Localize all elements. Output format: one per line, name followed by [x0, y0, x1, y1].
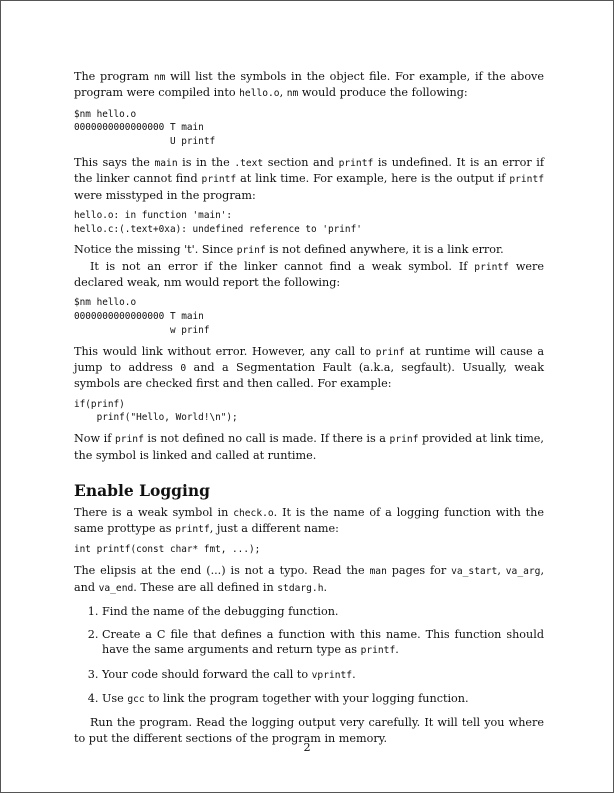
paragraph-logging-symbol: There is a weak symbol in check.o. It is the name of a logging function with the same prottype as printf, just a different name:	[74, 505, 544, 536]
code-block-prototype: int printf(const char* fmt, ...);	[74, 544, 261, 556]
list-item: 1. Find the name of the debugging function.	[102, 604, 544, 619]
code-block-nm-output: $nm hello.o 0000000000000000 T main U printf	[74, 108, 216, 148]
paragraph-segfault: This would link without error. However, any call to prinf at runtime will cause a jump to address 0 and a Segmentation Fault (a.k.a, segfault). Usually, weak symbols are checked first and then called. For example:	[74, 344, 544, 391]
intro-paragraph: The program nm will list the symbols in the object file. For example, if the above program were compiled into hello.o, nm would produce the following:	[74, 70, 545, 100]
paragraph-run-program: Run the program. Read the logging output very carefully. It will tell you where to put the different sections of the program in memory.	[74, 716, 544, 745]
paragraph-missing-t: Notice the missing 't'. Since prinf is not defined anywhere, it is a link error.	[74, 243, 504, 257]
code-block-linker-error: hello.o: in function 'main': hello.c:(.text+0xa): undefined reference to 'prinf'	[74, 209, 362, 235]
list-item: 2. Create a C file that defines a function with this name. This function should have the same arguments and return type as printf.	[102, 627, 544, 659]
page-content	[74, 69, 544, 746]
paragraph-undefined-printf: This says the main is in the .text section and printf is undefined. It is an error if the linker cannot find printf at link time. For example, here is the output if printf were misstyped in the program:	[74, 155, 545, 202]
list-item: 4. Use gcc to link the program together with your logging function.	[102, 691, 544, 707]
paragraph-ellipsis: The elipsis at the end (...) is not a typo. Read the man pages for va_start, va_arg, and va_end. These are all defined in stdarg.h.	[74, 564, 544, 594]
list-item: 3. Your code should forward the call to vprintf.	[102, 667, 544, 683]
page-number: 2	[303, 741, 311, 754]
paragraph-runtime-call: Now if prinf is not defined no call is made. If there is a prinf provided at link time, the symbol is linked and called at runtime.	[74, 432, 544, 462]
steps-list	[74, 604, 544, 707]
code-block-if-check: if(prinf) prinf("Hello, World!\n");	[74, 398, 238, 424]
paragraph-weak-symbol: It is not an error if the linker cannot find a weak symbol. If printf were declared weak, nm would report the following:	[74, 259, 544, 290]
section-heading: Enable Logging	[74, 480, 211, 500]
code-block-nm-weak: $nm hello.o 0000000000000000 T main w prinf	[74, 297, 210, 336]
